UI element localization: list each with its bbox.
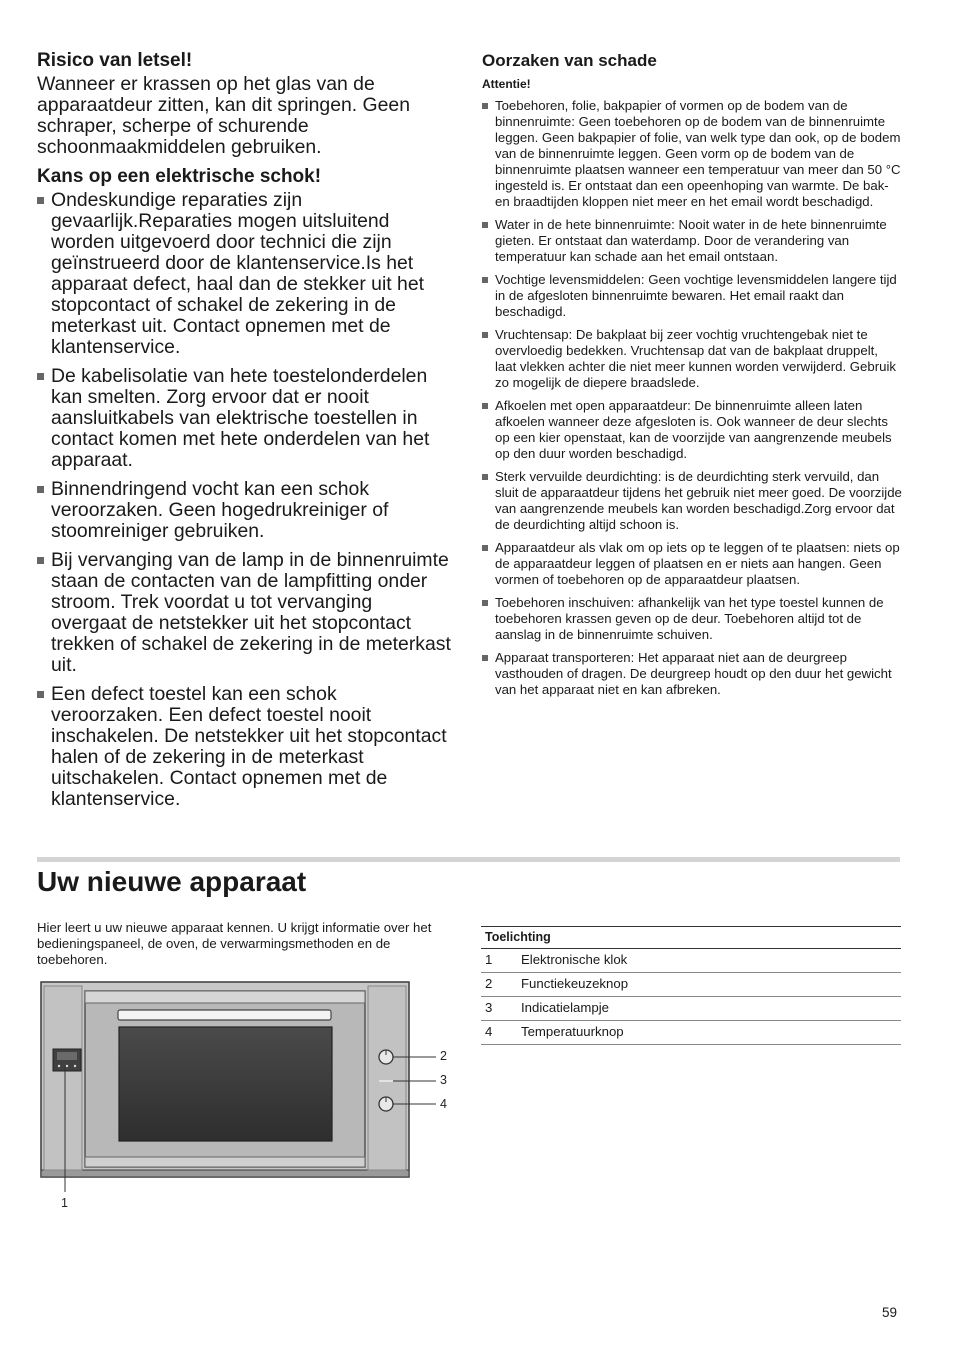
oven-frame-shadow [41,1170,409,1177]
door-bottom-strip [85,1157,365,1167]
section-title: Uw nieuwe apparaat [37,866,307,897]
table-row [481,1021,901,1045]
injury-risk-text: Wanneer er krassen op het glas van de apparaatdeur zitten, kan dit springen. Geen schraper, scherpe of schurende schoonmaakmiddelen gebruiken. [37,73,410,158]
list-item: Afkoelen met open apparaatdeur: De binnenruimte alleen laten afkoelen wanneer deze afgesloten is. Ook wanneer de deur slechts op een kier openstaat, kan de voorzijde van aangrenzende meubels op den duur worden beschadigd. [482,398,902,462]
list-item: Apparaat transporteren: Het apparaat niet aan de deurgreep vasthouden of dragen. De deurgreep houdt op den duur het gewicht van het apparaat niet en kan afbreken. [482,650,902,698]
list-item: De kabelisolatie van hete toestelonderdelen kan smelten. Zorg ervoor dat er nooit aansluitkabels van elektrische toestellen in contact komen met hete onderdelen van het apparaat. [37,366,452,471]
legend-number: 3 [481,997,517,1021]
legend-label: Elektronische klok [517,949,901,973]
list-item: Vochtige levensmiddelen: Geen vochtige levensmiddelen langere tijd in de afgesloten binnenruimte bewaren. Het email raakt dan beschadigd. [482,272,902,320]
section-intro: Hier leert u uw nieuwe apparaat kennen. U krijgt informatie over het bedieningspaneel, de oven, de verwarmingsmethoden en de toebehoren. [37,920,432,967]
callout-2: 2 [440,1049,447,1063]
list-item: Toebehoren, folie, bakpapier of vormen op de bodem van de binnenruimte: Geen toebehoren op de bodem van de binnenruimte leggen. Geen bakpapier of folie, van welk type dan ook, op de bodem van de binnenruimte leggen. Geen vorm op de bodem van de binnenruimte plaatsen wanneer een temperatuur van meer dan 50 °C ingesteld is. Er ontstaat dan een opeenhoping van warmte. De bak- en braadtijden kloppen niet meer en het email wordt beschadigd. [482,98,902,210]
list-item: Vruchtensap: De bakplaat bij zeer vochtig vruchtengebak niet te overvloedig bedekken. Vruchtensap dat van de bakplaat druppelt, laat vlekken achter die niet meer kunnen worden verwijderd. Gebruik zo mogelijk de diepere braadslede. [482,327,902,391]
attention-label: Attentie! [482,77,531,91]
oven-window [119,1027,332,1141]
legend-label: Temperatuurknop [517,1021,901,1045]
legend-table [481,926,901,1045]
electric-shock-heading: Kans op een elektrische schok! [37,166,322,187]
clock-button-icon [74,1065,76,1067]
list-item: Apparaatdeur als vlak om op iets op te leggen of te plaatsen: niets op de apparaatdeur leggen of plaatsen en er niets aan hangen. Geen vormen of toebehoren op de apparaatdeur plaatsen. [482,540,902,588]
page-number: 59 [882,1305,898,1320]
legend-number: 2 [481,973,517,997]
callout-4: 4 [440,1097,447,1111]
list-item: Water in de hete binnenruimte: Nooit water in de hete binnenruimte gieten. Er ontstaat dan waterdamp. Door de verandering van temperatuur kan schade aan het email ontstaan. [482,217,902,265]
clock-button-icon [66,1065,68,1067]
table-row [481,973,901,997]
injury-risk-heading: Risico van letsel! [37,50,193,71]
legend-number: 1 [481,949,517,973]
list-item: Toebehoren inschuiven: afhankelijk van het type toestel kunnen de toebehoren krassen geven op de deur. Toebehoren altijd tot de aanslag in de binnenruimte schuiven. [482,595,902,643]
legend-header: Toelichting [481,927,901,949]
list-item: Een defect toestel kan een schok veroorzaken. Een defect toestel nooit inschakelen. De netstekker uit het stopcontact halen of de zekering in de meterkast uitschakelen. Contact opnemen met de klantenservice. [37,684,452,810]
list-item: Binnendringend vocht kan een schok veroorzaken. Geen hogedrukreiniger of stoomreiniger gebruiken. [37,479,452,542]
clock-button-icon [58,1065,60,1067]
list-item: Ondeskundige reparaties zijn gevaarlijk.Reparaties mogen uitsluitend worden uitgevoerd door technici die zijn geïnstrueerd door de klantenservice.Is het apparaat defect, haal dan de stekker uit het stopcontact of schakel de zekering in de meterkast uit. Contact opnemen met de klantenservice. [37,190,452,358]
legend-label: Functiekeuzeknop [517,973,901,997]
door-handle [118,1010,331,1020]
legend-label: Indicatielampje [517,997,901,1021]
clock-screen-icon [57,1052,77,1060]
callout-3: 3 [440,1073,447,1087]
control-panel-right [368,986,406,1170]
control-panel-left [44,986,82,1170]
legend-number: 4 [481,1021,517,1045]
list-item: Bij vervanging van de lamp in de binnenruimte staan de contacten van de lampfitting onder stroom. Trek voordat u tot vervanging overgaat de netstekker uit het stopcontact trekken of schakel de zekering in de meterkast uit. [37,550,452,676]
list-item: Sterk vervuilde deurdichting: is de deurdichting sterk vervuild, dan sluit de apparaatdeur tijdens het gebruik niet meer goed. De voorzijde van aangrenzende meubels kan worden beschadigd.Zorg ervoor dat de deurdichting altijd schoon is. [482,469,902,533]
callout-1: 1 [61,1196,68,1210]
door-top-strip [85,991,365,1003]
table-row [481,997,901,1021]
table-row [481,949,901,973]
damage-causes-heading: Oorzaken van schade [482,51,657,70]
